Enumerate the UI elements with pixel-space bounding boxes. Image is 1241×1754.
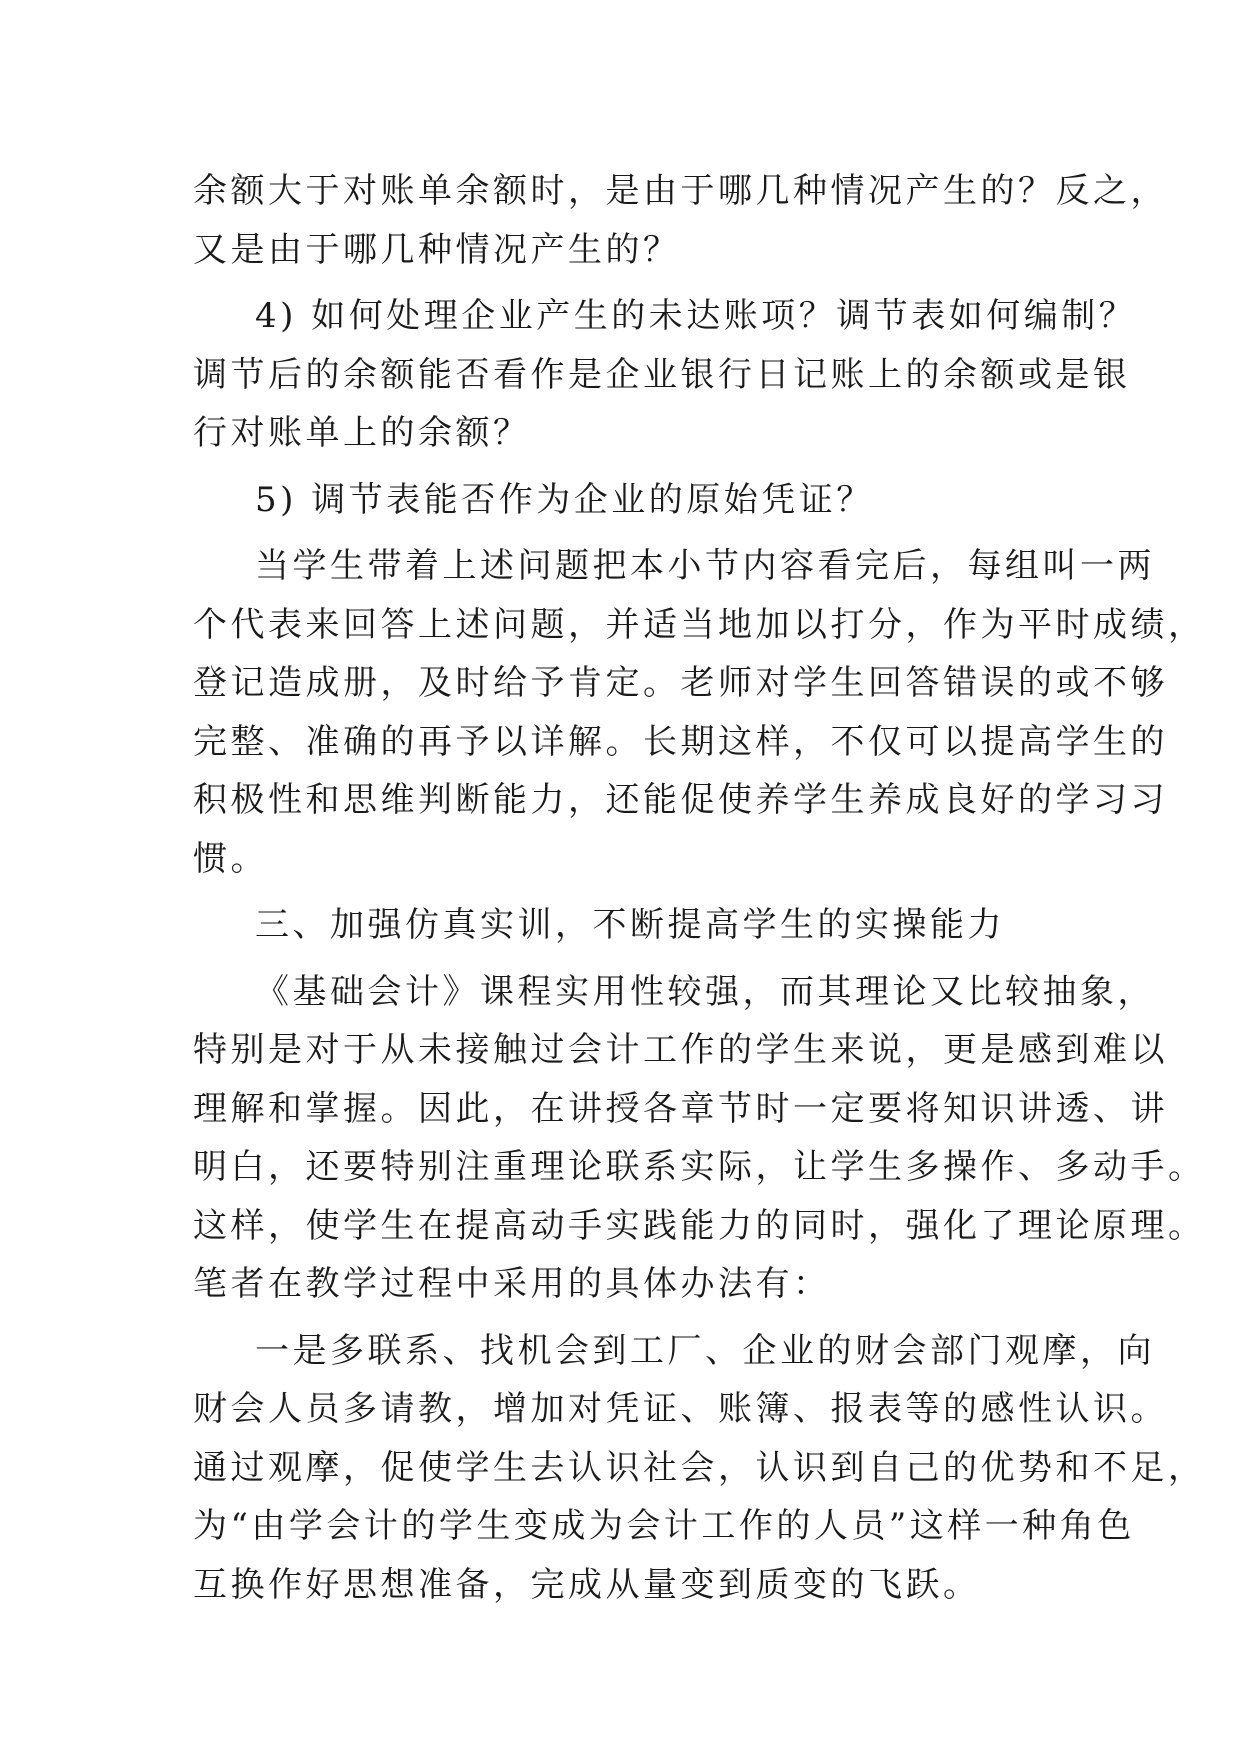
text-line: 调节后的余额能否看作是企业银行日记账上的余额或是银 <box>193 354 1131 395</box>
text-line: 个代表来回答上述问题，并适当地加以打分，作为平时成绩， <box>193 604 1206 645</box>
section-heading: 三、加强仿真实训，不断提高学生的实操能力 <box>255 905 1005 945</box>
text-line: 笔者在教学过程中采用的具体办法有： <box>193 1264 831 1304</box>
text-line: 惯。 <box>193 838 268 879</box>
text-line: 为“由学会计的学生变成为会计工作的人员”这样一种角色 <box>193 1506 1135 1546</box>
text-line: 互换作好思想准备，完成从量变到质变的飞跃。 <box>193 1564 981 1605</box>
text-line: 又是由于哪几种情况产生的？ <box>193 229 681 270</box>
text-line: 行对账单上的余额？ <box>193 413 531 453</box>
text-line: 积极性和思维判断能力，还能促使养学生养成良好的学习习 <box>193 780 1168 820</box>
text-line: 完整、准确的再予以详解。长期这样，不仅可以提高学生的 <box>193 721 1168 762</box>
text-line: 通过观摩，促使学生去认识社会，认识到自己的优势和不足， <box>193 1447 1206 1488</box>
text-line: 特别是对于从未接触过会计工作的学生来说，更是感到难以 <box>193 1030 1168 1070</box>
question-5: 5) 调节表能否作为企业的原始凭证？ <box>255 479 874 520</box>
text-line: 明白，还要特别注重理论联系实际，让学生多操作、多动手。 <box>193 1147 1206 1187</box>
body-text <box>193 162 1206 1614</box>
text-line: 余额大于对账单余额时，是由于哪几种情况产生的？反之， <box>193 171 1168 211</box>
text-line: 理解和掌握。因此，在讲授各章节时一定要将知识讲透、讲 <box>193 1088 1168 1129</box>
text-line: 登记造成册，及时给予肯定。老师对学生回答错误的或不够 <box>193 663 1168 703</box>
paragraph-start: 当学生带着上述问题把本小节内容看完后，每组叫一两 <box>255 546 1155 586</box>
text-line: 这样，使学生在提高动手实践能力的同时，强化了理论原理。 <box>193 1205 1206 1246</box>
text-line: 财会人员多请教，增加对凭证、账簿、报表等的感性认识。 <box>193 1389 1168 1429</box>
paragraph-start: 一是多联系、找机会到工厂、企业的财会部门观摩，向 <box>255 1330 1155 1371</box>
paragraph-start: 《基础会计》课程实用性较强，而其理论又比较抽象， <box>255 971 1155 1012</box>
question-4: 4) 如何处理企业产生的未达账项？调节表如何编制？ <box>255 296 1137 336</box>
